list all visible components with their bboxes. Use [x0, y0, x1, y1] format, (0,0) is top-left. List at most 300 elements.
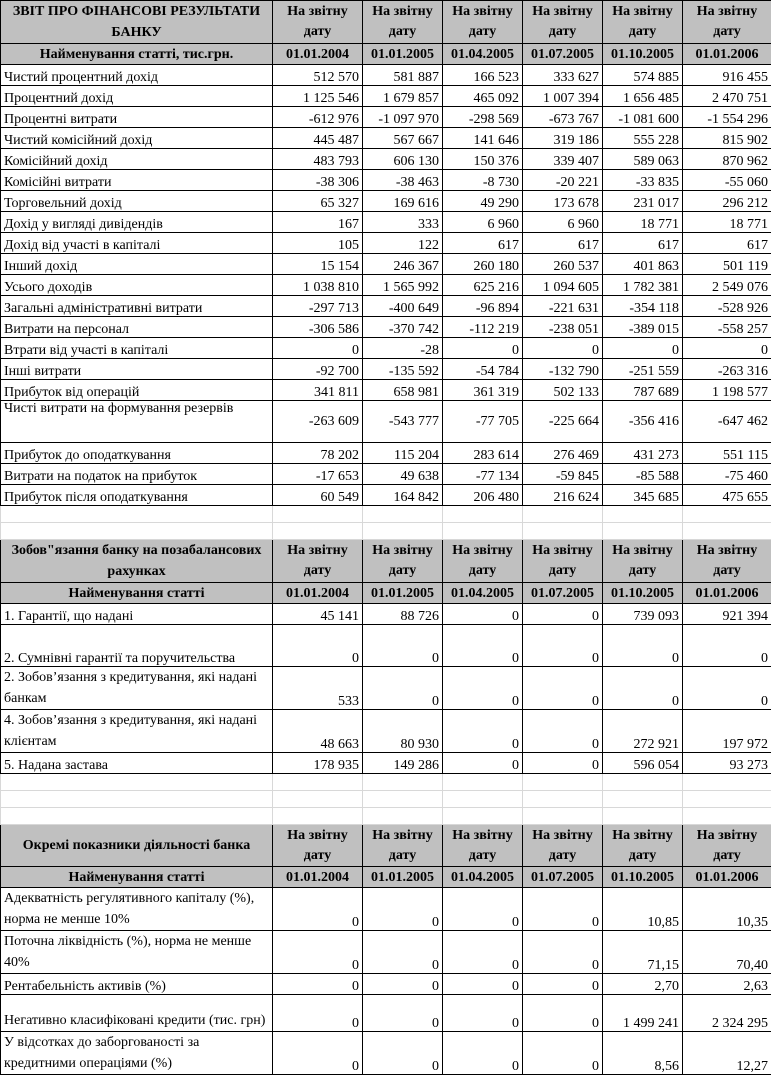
- cell-value: 70,40: [683, 931, 771, 974]
- cell-value: 0: [273, 338, 363, 359]
- blank-cell: [603, 506, 683, 523]
- column-header: На звітну дату: [273, 540, 363, 583]
- cell-value: 283 614: [443, 443, 523, 464]
- row-label: Прибуток до оподаткування: [1, 443, 273, 464]
- date-header: 01.04.2005: [443, 44, 523, 65]
- cell-value: -59 845: [523, 464, 603, 485]
- cell-value: 739 093: [603, 604, 683, 625]
- blank-cell: [603, 808, 683, 825]
- date-header: 01.01.2005: [363, 44, 443, 65]
- cell-value: -77 134: [443, 464, 523, 485]
- row-label: Процентні витрати: [1, 107, 273, 128]
- cell-value: 0: [273, 995, 363, 1032]
- cell-value: 0: [363, 888, 443, 931]
- column-header: На звітну дату: [603, 540, 683, 583]
- cell-value: 206 480: [443, 485, 523, 506]
- blank-cell: [523, 774, 603, 791]
- cell-value: 916 455: [683, 65, 771, 86]
- date-header: 01.07.2005: [523, 867, 603, 888]
- cell-value: 0: [523, 667, 603, 710]
- cell-value: 551 115: [683, 443, 771, 464]
- cell-value: 260 180: [443, 254, 523, 275]
- cell-value: 581 887: [363, 65, 443, 86]
- cell-value: 567 667: [363, 128, 443, 149]
- cell-value: 0: [523, 604, 603, 625]
- cell-value: 0: [443, 667, 523, 710]
- cell-value: 10,85: [603, 888, 683, 931]
- blank-cell: [683, 506, 771, 523]
- cell-value: 246 367: [363, 254, 443, 275]
- cell-value: 483 793: [273, 149, 363, 170]
- date-header: 01.10.2005: [603, 583, 683, 604]
- date-header: 01.04.2005: [443, 583, 523, 604]
- cell-value: 0: [523, 625, 603, 667]
- cell-value: -1 097 970: [363, 107, 443, 128]
- table-row: [1, 212, 771, 233]
- cell-value: -251 559: [603, 359, 683, 380]
- date-header: 01.01.2004: [273, 867, 363, 888]
- cell-value: -558 257: [683, 317, 771, 338]
- cell-value: 49 290: [443, 191, 523, 212]
- cell-value: 18 771: [603, 212, 683, 233]
- row-label: Процентний дохід: [1, 86, 273, 107]
- cell-value: 574 885: [603, 65, 683, 86]
- cell-value: 0: [443, 1032, 523, 1075]
- cell-value: -33 835: [603, 170, 683, 191]
- cell-value: 1 565 992: [363, 275, 443, 296]
- blank-cell: [523, 506, 603, 523]
- cell-value: -543 777: [363, 401, 443, 443]
- cell-value: 0: [443, 931, 523, 974]
- cell-value: 272 921: [603, 710, 683, 753]
- cell-value: -55 060: [683, 170, 771, 191]
- cell-value: 617: [683, 233, 771, 254]
- cell-value: -673 767: [523, 107, 603, 128]
- cell-value: 1 679 857: [363, 86, 443, 107]
- blank-cell: [1, 791, 273, 808]
- cell-value: -20 221: [523, 170, 603, 191]
- cell-value: 197 972: [683, 710, 771, 753]
- row-label: 2. Зобов’язання з кредитування, які надані банкам: [1, 667, 273, 710]
- cell-value: -356 416: [603, 401, 683, 443]
- cell-value: 533: [273, 667, 363, 710]
- blank-cell: [273, 791, 363, 808]
- income-statement-date-row: [1, 44, 771, 65]
- cell-value: -85 588: [603, 464, 683, 485]
- table-row: [1, 667, 771, 710]
- date-header: 01.01.2006: [683, 44, 771, 65]
- cell-value: 0: [523, 1032, 603, 1075]
- cell-value: 0: [603, 667, 683, 710]
- date-header: 01.01.2005: [363, 583, 443, 604]
- row-label: Інші витрати: [1, 359, 273, 380]
- cell-value: 502 133: [523, 380, 603, 401]
- row-label: Прибуток від операцій: [1, 380, 273, 401]
- cell-value: 2 470 751: [683, 86, 771, 107]
- cell-value: 45 141: [273, 604, 363, 625]
- cell-value: 339 407: [523, 149, 603, 170]
- cell-value: -400 649: [363, 296, 443, 317]
- cell-value: 596 054: [603, 753, 683, 774]
- bank-indicators-header-row: [1, 825, 771, 867]
- table-row: [1, 974, 771, 995]
- blank-cell: [273, 774, 363, 791]
- cell-value: 431 273: [603, 443, 683, 464]
- column-header: На звітну дату: [443, 540, 523, 583]
- table-row: [1, 191, 771, 212]
- row-label: Дохід у вигляді дивідендів: [1, 212, 273, 233]
- cell-value: 260 537: [523, 254, 603, 275]
- cell-value: 93 273: [683, 753, 771, 774]
- cell-value: 105: [273, 233, 363, 254]
- cell-value: 0: [443, 888, 523, 931]
- column-header: На звітну дату: [683, 540, 771, 583]
- cell-value: -354 118: [603, 296, 683, 317]
- cell-value: -297 713: [273, 296, 363, 317]
- cell-value: 401 863: [603, 254, 683, 275]
- cell-value: 71,15: [603, 931, 683, 974]
- cell-value: 0: [443, 338, 523, 359]
- cell-value: 501 119: [683, 254, 771, 275]
- row-label-header: Найменування статті: [1, 867, 273, 888]
- row-label: Поточна ліквідність (%), норма не менше 40%: [1, 931, 273, 974]
- cell-value: 169 616: [363, 191, 443, 212]
- cell-value: 167: [273, 212, 363, 233]
- cell-value: 345 685: [603, 485, 683, 506]
- row-label: Втрати від участі в капіталі: [1, 338, 273, 359]
- cell-value: 787 689: [603, 380, 683, 401]
- cell-value: -38 463: [363, 170, 443, 191]
- cell-value: 1 198 577: [683, 380, 771, 401]
- cell-value: -75 460: [683, 464, 771, 485]
- blank-cell: [443, 808, 523, 825]
- cell-value: 870 962: [683, 149, 771, 170]
- cell-value: 589 063: [603, 149, 683, 170]
- cell-value: 0: [363, 931, 443, 974]
- table-row: [1, 296, 771, 317]
- blank-cell: [1, 774, 273, 791]
- date-header: 01.07.2005: [523, 583, 603, 604]
- date-header: 01.01.2006: [683, 867, 771, 888]
- cell-value: -17 653: [273, 464, 363, 485]
- cell-value: -306 586: [273, 317, 363, 338]
- table-row: [1, 107, 771, 128]
- row-label: Витрати на персонал: [1, 317, 273, 338]
- cell-value: 815 902: [683, 128, 771, 149]
- cell-value: 296 212: [683, 191, 771, 212]
- cell-value: 141 646: [443, 128, 523, 149]
- blank-cell: [1, 523, 273, 540]
- table-row: [1, 625, 771, 667]
- blank-cell: [273, 808, 363, 825]
- cell-value: -1 081 600: [603, 107, 683, 128]
- cell-value: -132 790: [523, 359, 603, 380]
- blank-cell: [523, 808, 603, 825]
- cell-value: 617: [443, 233, 523, 254]
- cell-value: 164 842: [363, 485, 443, 506]
- cell-value: 10,35: [683, 888, 771, 931]
- cell-value: 276 469: [523, 443, 603, 464]
- row-label: 5. Надана застава: [1, 753, 273, 774]
- off-balance-liabilities-header-row: [1, 540, 771, 583]
- cell-value: 0: [683, 667, 771, 710]
- table-row: [1, 233, 771, 254]
- blank-cell: [443, 523, 523, 540]
- cell-value: 18 771: [683, 212, 771, 233]
- table-row: [1, 338, 771, 359]
- row-label: Торговельний дохід: [1, 191, 273, 212]
- row-label: Чистий комісійний дохід: [1, 128, 273, 149]
- cell-value: 0: [363, 995, 443, 1032]
- cell-value: -263 609: [273, 401, 363, 443]
- table-row: [1, 275, 771, 296]
- cell-value: 12,27: [683, 1032, 771, 1075]
- blank-cell: [683, 808, 771, 825]
- blank-row: [1, 506, 771, 523]
- date-header: 01.07.2005: [523, 44, 603, 65]
- table-row: [1, 380, 771, 401]
- table-row: [1, 995, 771, 1032]
- table-row: [1, 710, 771, 753]
- table-row: [1, 254, 771, 275]
- blank-cell: [363, 791, 443, 808]
- cell-value: 0: [443, 995, 523, 1032]
- cell-value: 49 638: [363, 464, 443, 485]
- blank-row: [1, 774, 771, 791]
- cell-value: 361 319: [443, 380, 523, 401]
- column-header: На звітну дату: [683, 1, 771, 44]
- column-header: На звітну дату: [603, 1, 683, 44]
- income-statement-header-row: [1, 1, 771, 44]
- blank-cell: [603, 791, 683, 808]
- bank-indicators-title: Окремі показники діяльності банка: [1, 825, 273, 867]
- cell-value: -135 592: [363, 359, 443, 380]
- row-label-header: Найменування статті: [1, 583, 273, 604]
- cell-value: 0: [603, 338, 683, 359]
- bank-indicators-date-row: [1, 867, 771, 888]
- cell-value: 150 376: [443, 149, 523, 170]
- cell-value: 0: [443, 625, 523, 667]
- row-label: Чисті витрати на формування резервів: [1, 401, 273, 443]
- cell-value: 0: [523, 338, 603, 359]
- column-header: На звітну дату: [363, 1, 443, 44]
- table-row: [1, 888, 771, 931]
- cell-value: 555 228: [603, 128, 683, 149]
- row-label: Чистий процентний дохід: [1, 65, 273, 86]
- blank-row: [1, 808, 771, 825]
- cell-value: 0: [523, 710, 603, 753]
- cell-value: -1 554 296: [683, 107, 771, 128]
- cell-value: 475 655: [683, 485, 771, 506]
- table-row: [1, 1032, 771, 1075]
- blank-cell: [443, 774, 523, 791]
- blank-cell: [443, 506, 523, 523]
- table-row: [1, 65, 771, 86]
- row-label-header: Найменування статті, тис.грн.: [1, 44, 273, 65]
- income-statement-title: ЗВІТ ПРО ФІНАНСОВІ РЕЗУЛЬТАТИ БАНКУ: [1, 1, 273, 44]
- cell-value: 1 007 394: [523, 86, 603, 107]
- date-header: 01.10.2005: [603, 44, 683, 65]
- date-header: 01.01.2004: [273, 583, 363, 604]
- cell-value: 6 960: [443, 212, 523, 233]
- cell-value: -528 926: [683, 296, 771, 317]
- table-row: [1, 485, 771, 506]
- blank-cell: [363, 506, 443, 523]
- cell-value: 0: [443, 974, 523, 995]
- blank-cell: [523, 791, 603, 808]
- date-header: 01.01.2005: [363, 867, 443, 888]
- cell-value: -370 742: [363, 317, 443, 338]
- blank-cell: [683, 791, 771, 808]
- row-label: У відсотках до заборгованості за кредитними операціями (%): [1, 1032, 273, 1075]
- cell-value: 115 204: [363, 443, 443, 464]
- blank-row: [1, 791, 771, 808]
- cell-value: -92 700: [273, 359, 363, 380]
- cell-value: 149 286: [363, 753, 443, 774]
- cell-value: 512 570: [273, 65, 363, 86]
- off-balance-liabilities-date-row: [1, 583, 771, 604]
- cell-value: 15 154: [273, 254, 363, 275]
- table-row: [1, 401, 771, 443]
- blank-cell: [1, 808, 273, 825]
- row-label: Загальні адміністративні витрати: [1, 296, 273, 317]
- cell-value: 0: [523, 995, 603, 1032]
- blank-cell: [443, 791, 523, 808]
- cell-value: 231 017: [603, 191, 683, 212]
- cell-value: 60 549: [273, 485, 363, 506]
- cell-value: 48 663: [273, 710, 363, 753]
- cell-value: 0: [683, 338, 771, 359]
- table-row: [1, 604, 771, 625]
- cell-value: -112 219: [443, 317, 523, 338]
- cell-value: 319 186: [523, 128, 603, 149]
- cell-value: 6 960: [523, 212, 603, 233]
- column-header: На звітну дату: [603, 825, 683, 867]
- blank-cell: [273, 506, 363, 523]
- cell-value: 2 549 076: [683, 275, 771, 296]
- cell-value: -96 894: [443, 296, 523, 317]
- row-label: Адекватність регулятивного капіталу (%), норма не менше 10%: [1, 888, 273, 931]
- cell-value: 65 327: [273, 191, 363, 212]
- cell-value: 0: [273, 974, 363, 995]
- cell-value: 0: [603, 625, 683, 667]
- blank-cell: [363, 774, 443, 791]
- cell-value: -238 051: [523, 317, 603, 338]
- cell-value: 166 523: [443, 65, 523, 86]
- table-row: [1, 359, 771, 380]
- date-header: 01.10.2005: [603, 867, 683, 888]
- column-header: На звітну дату: [363, 825, 443, 867]
- cell-value: -28: [363, 338, 443, 359]
- date-header: 01.01.2004: [273, 44, 363, 65]
- blank-cell: [603, 523, 683, 540]
- cell-value: 0: [363, 974, 443, 995]
- row-label: Усього доходів: [1, 275, 273, 296]
- cell-value: -38 306: [273, 170, 363, 191]
- cell-value: -54 784: [443, 359, 523, 380]
- blank-cell: [1, 506, 273, 523]
- cell-value: 0: [683, 625, 771, 667]
- date-header: 01.01.2006: [683, 583, 771, 604]
- cell-value: 178 935: [273, 753, 363, 774]
- cell-value: 921 394: [683, 604, 771, 625]
- cell-value: 0: [363, 667, 443, 710]
- row-label: Комісійні витрати: [1, 170, 273, 191]
- row-label: Прибуток після оподаткування: [1, 485, 273, 506]
- cell-value: 617: [523, 233, 603, 254]
- cell-value: 606 130: [363, 149, 443, 170]
- cell-value: 2,70: [603, 974, 683, 995]
- cell-value: 8,56: [603, 1032, 683, 1075]
- cell-value: 658 981: [363, 380, 443, 401]
- cell-value: 1 094 605: [523, 275, 603, 296]
- row-label: Комісійний дохід: [1, 149, 273, 170]
- cell-value: 2 324 295: [683, 995, 771, 1032]
- cell-value: -77 705: [443, 401, 523, 443]
- row-label: 2. Сумнівні гарантії та поручительства: [1, 625, 273, 667]
- column-header: На звітну дату: [683, 825, 771, 867]
- cell-value: 0: [443, 710, 523, 753]
- cell-value: 1 656 485: [603, 86, 683, 107]
- table-row: [1, 931, 771, 974]
- cell-value: 445 487: [273, 128, 363, 149]
- blank-cell: [523, 523, 603, 540]
- cell-value: 0: [363, 625, 443, 667]
- cell-value: 0: [523, 974, 603, 995]
- column-header: На звітну дату: [443, 825, 523, 867]
- cell-value: 88 726: [363, 604, 443, 625]
- table-row: [1, 753, 771, 774]
- table-row: [1, 464, 771, 485]
- table-row: [1, 128, 771, 149]
- column-header: На звітну дату: [443, 1, 523, 44]
- row-label: Дохід від участі в капіталі: [1, 233, 273, 254]
- cell-value: 1 125 546: [273, 86, 363, 107]
- cell-value: 0: [523, 888, 603, 931]
- cell-value: -647 462: [683, 401, 771, 443]
- row-label: Витрати на податок на прибуток: [1, 464, 273, 485]
- row-label: Негативно класифіковані кредити (тис. грн): [1, 995, 273, 1032]
- cell-value: 0: [273, 888, 363, 931]
- column-header: На звітну дату: [273, 825, 363, 867]
- row-label: 4. Зобов’язання з кредитування, які надані клієнтам: [1, 710, 273, 753]
- row-label: 1. Гарантії, що надані: [1, 604, 273, 625]
- column-header: На звітну дату: [523, 825, 603, 867]
- table-row: [1, 170, 771, 191]
- cell-value: 0: [443, 753, 523, 774]
- cell-value: 173 678: [523, 191, 603, 212]
- cell-value: -221 631: [523, 296, 603, 317]
- cell-value: 2,63: [683, 974, 771, 995]
- off-balance-liabilities-title: Зобов"язання банку на позабалансових рахунках: [1, 540, 273, 583]
- cell-value: -225 664: [523, 401, 603, 443]
- cell-value: 0: [273, 931, 363, 974]
- blank-cell: [363, 523, 443, 540]
- column-header: На звітну дату: [523, 540, 603, 583]
- table-row: [1, 149, 771, 170]
- cell-value: -298 569: [443, 107, 523, 128]
- blank-row: [1, 523, 771, 540]
- column-header: На звітну дату: [273, 1, 363, 44]
- blank-cell: [683, 774, 771, 791]
- cell-value: 1 782 381: [603, 275, 683, 296]
- row-label: Рентабельність активів (%): [1, 974, 273, 995]
- cell-value: 0: [273, 1032, 363, 1075]
- cell-value: -8 730: [443, 170, 523, 191]
- cell-value: -612 976: [273, 107, 363, 128]
- cell-value: 465 092: [443, 86, 523, 107]
- date-header: 01.04.2005: [443, 867, 523, 888]
